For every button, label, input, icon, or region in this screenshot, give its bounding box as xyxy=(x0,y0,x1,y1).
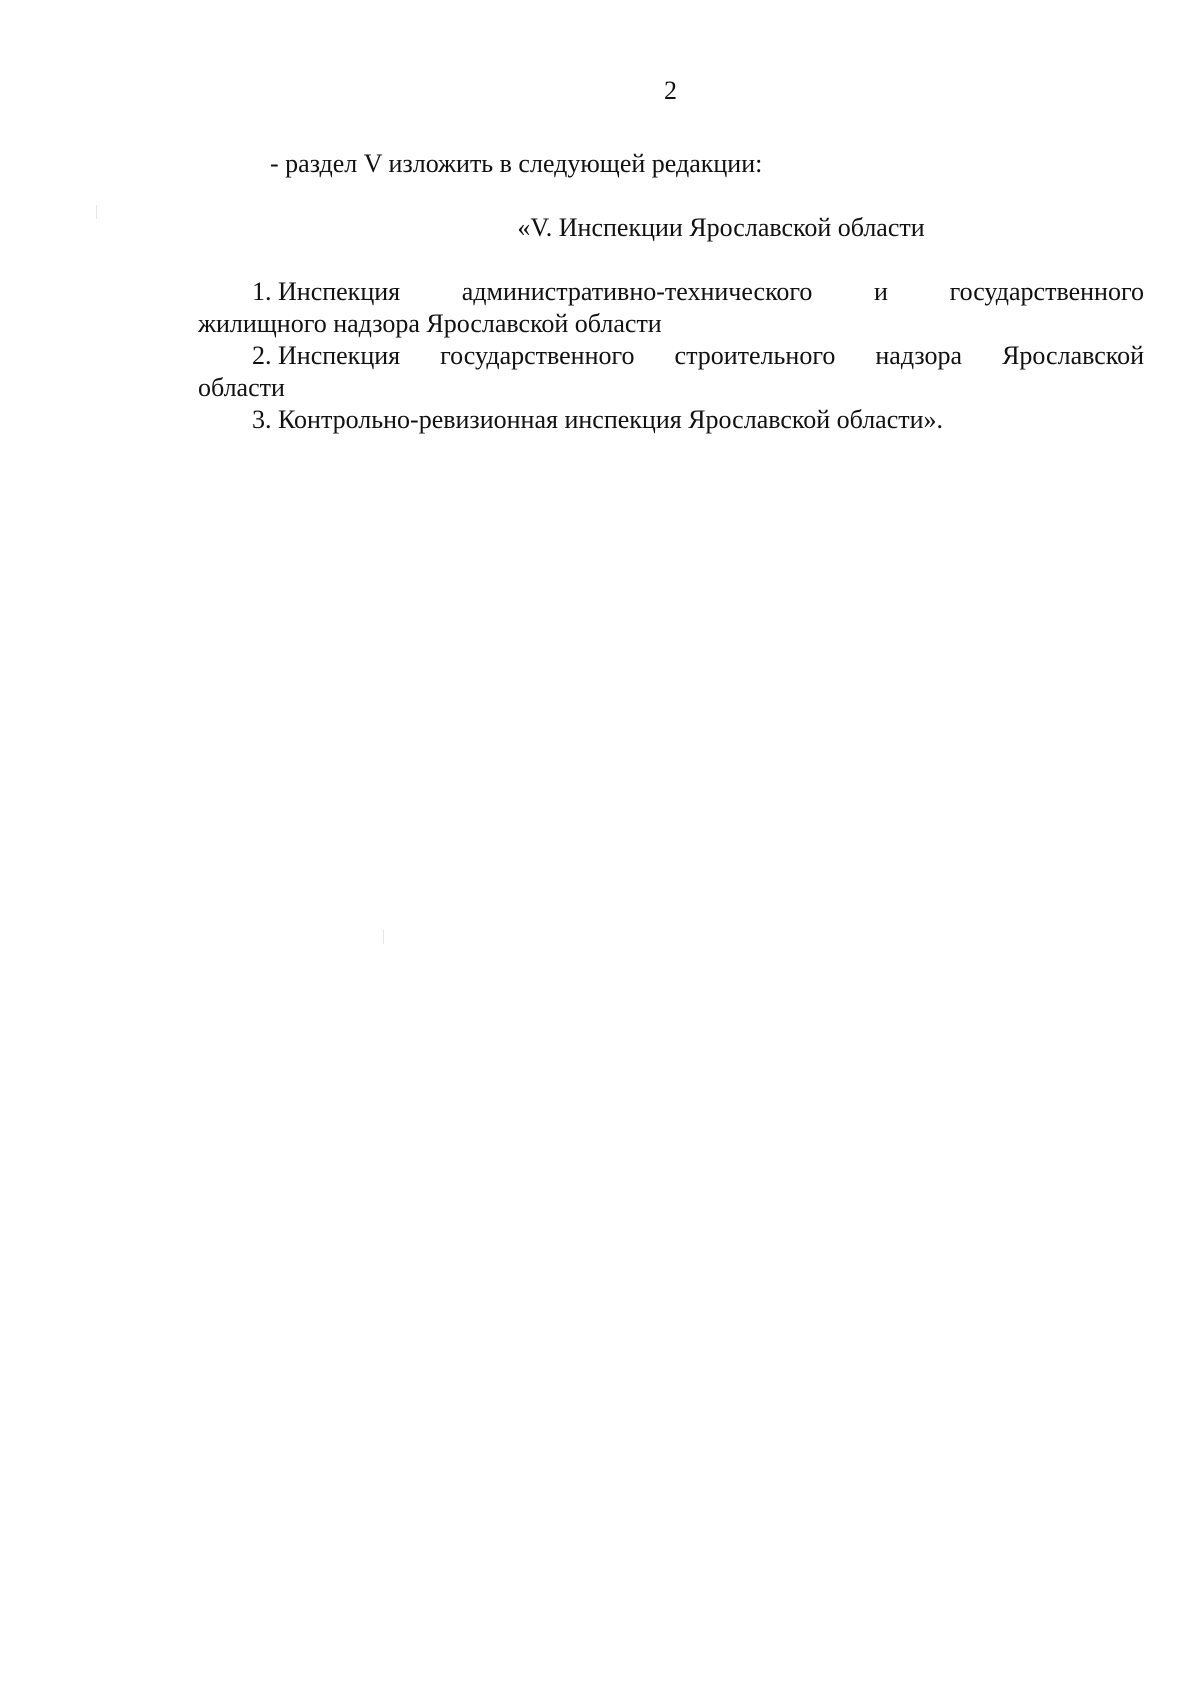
list-item xyxy=(198,404,1144,436)
list-item-first-line xyxy=(198,276,1144,308)
list-item-word: надзора xyxy=(875,341,963,370)
intro-paragraph: - раздел V изложить в следующей редакции: xyxy=(270,149,763,178)
list-item-first-line xyxy=(198,340,1144,372)
section-heading: «V. Инспекции Ярославской области xyxy=(517,213,925,242)
list-item-word: государственного xyxy=(949,277,1144,306)
list-item-word: и xyxy=(874,277,888,306)
list-item xyxy=(198,276,1144,340)
list-item-word: Ярославской xyxy=(1002,341,1144,370)
list-item-word: 1. Инспекция xyxy=(252,277,401,306)
list-item-word: административно-технического xyxy=(461,277,813,306)
list-item-second-line: жилищного надзора Ярославской области xyxy=(198,309,662,338)
list-item xyxy=(198,340,1144,404)
list-item-second-line: области xyxy=(198,373,285,402)
list-item-first-line: 3. Контрольно-ревизионная инспекция Ярославской области». xyxy=(252,405,944,434)
page-number: 2 xyxy=(664,76,677,105)
inspection-list xyxy=(198,276,1144,436)
scan-artifact xyxy=(383,930,384,944)
list-item-word: строительного xyxy=(674,341,836,370)
list-item-word: государственного xyxy=(440,341,635,370)
list-item-word: 2. Инспекция xyxy=(252,341,401,370)
scan-artifact xyxy=(96,205,97,219)
